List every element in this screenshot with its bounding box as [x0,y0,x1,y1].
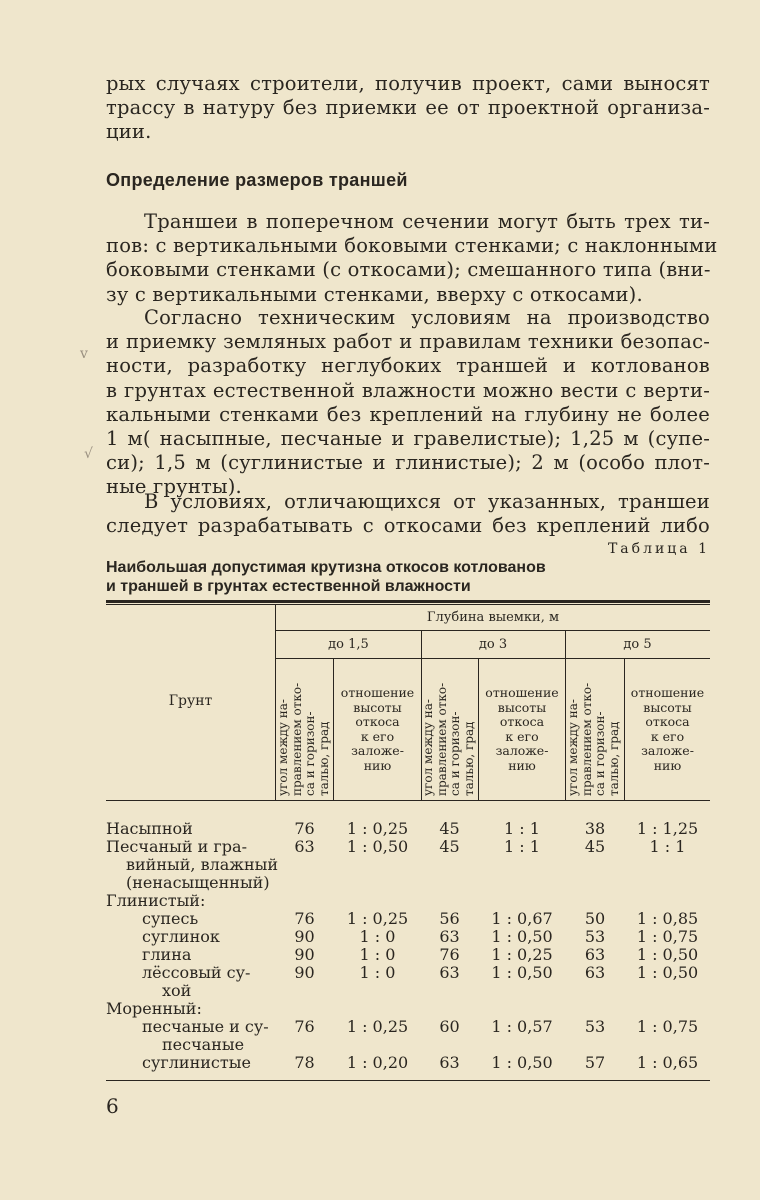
text-line: ности, разработку неглубоких траншей и котлованов [106,354,710,378]
soil-name: глина [142,945,192,964]
angle-value: 90 [294,963,315,982]
angle-value: 63 [294,837,315,856]
soil-name: Глинистый: [106,891,206,910]
margin-mark: v [80,346,88,362]
depth-group-1: до 1,5 [328,637,369,652]
text-line: 1 м( насыпные, песчаные и гравелистые); 1,25 м (супе- [106,427,710,451]
text-line: си); 1,5 м (суглинистые и глинистые); 2 м (особо плот- [106,451,710,475]
text-line: кальными стенками без креплений на глубину не более [106,402,710,426]
soil-name: Песчаный и гра- [106,837,247,856]
page-number: 6 [106,1094,119,1118]
ratio-value: 1 : 0,50 [491,1053,553,1072]
text-line: ции. [106,120,152,144]
paragraph-2 [106,306,710,500]
soil-name: суглинок [142,927,220,946]
ratio-value: 1 : 0,50 [491,963,553,982]
ratio-value: 1 : 0,25 [346,909,409,928]
angle-value: 76 [439,945,460,964]
soil-name: хой [162,981,192,1000]
angle-header: угол между на- правлением отко- са и горизон- талью, град [566,682,621,796]
ratio-value: 1 : 0,20 [346,1053,409,1072]
table-bottom-rule [106,1080,710,1081]
soil-name: песчаные [162,1035,245,1054]
ratio-value: 1 : 0,67 [491,909,553,928]
soil-name: (ненасыщенный) [126,873,270,892]
ratio-value: 1 : 0,50 [346,837,409,856]
angle-value: 76 [294,1017,315,1036]
angle-value: 76 [294,819,315,838]
depth-group-2: до 3 [478,637,508,652]
angle-value: 63 [584,945,606,964]
ratio-header: отношение высоты откоса к его заложе- нию [485,685,559,773]
ratio-header: отношение высоты откоса к его заложе- нию [630,685,705,773]
text-line: боковыми стенками (с откосами); смешанного типа (вни- [106,258,711,282]
margin-mark: √ [84,446,93,462]
text-line: Согласно техническим условиям на производство [144,306,710,329]
angle-value: 78 [294,1053,315,1072]
soil-name: вийный, влажный [126,855,279,874]
paragraph-1 [106,210,718,307]
soil-name: суглинистые [142,1053,251,1072]
section-heading: Определение размеров траншей [106,170,408,190]
ratio-value: 1 : 0,50 [491,927,553,946]
ratio-value: 1 : 0,65 [636,1053,699,1072]
ratio-value: 1 : 0,50 [636,945,699,964]
ratio-value: 1 : 1,25 [636,819,699,838]
header-rule [276,630,710,631]
angle-value: 63 [584,963,606,982]
table-top-rule [106,600,710,603]
ratio-value: 1 : 0,50 [636,963,699,982]
soil-name: лёссовый су- [142,963,251,982]
text-line: в грунтах естественной влажности можно вести с верти- [106,378,710,402]
angle-header: угол между на- правлением отко- са и горизон- талью, град [276,682,331,796]
angle-value: 76 [294,909,315,928]
ratio-value: 1 : 1 [649,837,686,856]
angle-value: 50 [584,909,606,928]
table-top-rule-thin [106,604,710,605]
angle-value: 90 [294,927,315,946]
soil-name: Моренный: [106,999,202,1018]
text-line: трассу в натуру без приемки ее от проектной организа- [106,96,710,120]
angle-value: 63 [439,963,460,982]
text-line: рых случаях строители, получив проект, сами выносят [106,72,710,95]
soil-name: песчаные и су- [142,1017,269,1036]
angle-value: 45 [584,837,606,856]
angle-value: 53 [584,1017,606,1036]
depth-group-3: до 5 [623,637,652,652]
ratio-value: 1 : 1 [504,837,540,856]
caption-line: и траншей в грунтах естественной влажности [106,578,471,595]
ratio-header: отношение высоты откоса к его заложе- нию [340,685,415,773]
angle-header: угол между на- правлением отко- са и горизон- талью, град [421,682,476,796]
depth-header: Глубина выемки, м [426,610,560,625]
angle-value: 60 [439,1017,460,1036]
ratio-value: 1 : 0,85 [636,909,699,928]
caption-line: Наибольшая допустимая крутизна откосов котлованов [106,559,546,576]
ratio-value: 1 : 0,25 [346,1017,409,1036]
ratio-value: 1 : 0,57 [491,1017,553,1036]
angle-value: 45 [439,819,460,838]
paragraph-top [106,72,710,145]
header-rule [276,658,710,659]
text-line: Траншеи в поперечном сечении могут быть трех ти- [144,210,710,233]
table-caption [106,558,666,596]
text-line: В условиях, отличающихся от указанных, траншеи [144,490,710,513]
text-line: зу с вертикальными стенками, вверху с откосами). [106,282,643,306]
angle-value: 45 [439,837,460,856]
ratio-value: 1 : 0,25 [491,945,553,964]
angle-value: 56 [439,909,460,928]
angle-value: 63 [439,927,460,946]
text-line: и приемку земляных работ и правилам техники безопас- [106,330,710,354]
ratio-value: 1 : 0 [359,963,396,982]
text-line: следует разрабатывать с откосами без креплений либо [106,514,710,538]
ratio-value: 1 : 1 [504,819,540,838]
ratio-value: 1 : 0 [359,945,396,964]
ratio-value: 1 : 0 [359,927,396,946]
soil-name: супесь [142,909,199,928]
angle-value: 63 [439,1053,460,1072]
angle-value: 53 [584,927,606,946]
text-line: пов: с вертикальными боковыми стенками; с наклонными [106,234,718,258]
ratio-value: 1 : 0,75 [636,927,699,946]
paragraph-3 [106,490,710,538]
angle-value: 90 [294,945,315,964]
header-bottom-rule [106,800,710,801]
ratio-value: 1 : 0,25 [346,819,409,838]
angle-value: 57 [584,1053,606,1072]
soil-column-header: Грунт [168,693,213,709]
soil-name: Насыпной [106,819,193,838]
angle-value: 38 [584,819,606,838]
text-line: ные грунты). [106,475,242,499]
table-label: Таблица 1 [607,541,710,557]
ratio-value: 1 : 0,75 [636,1017,699,1036]
